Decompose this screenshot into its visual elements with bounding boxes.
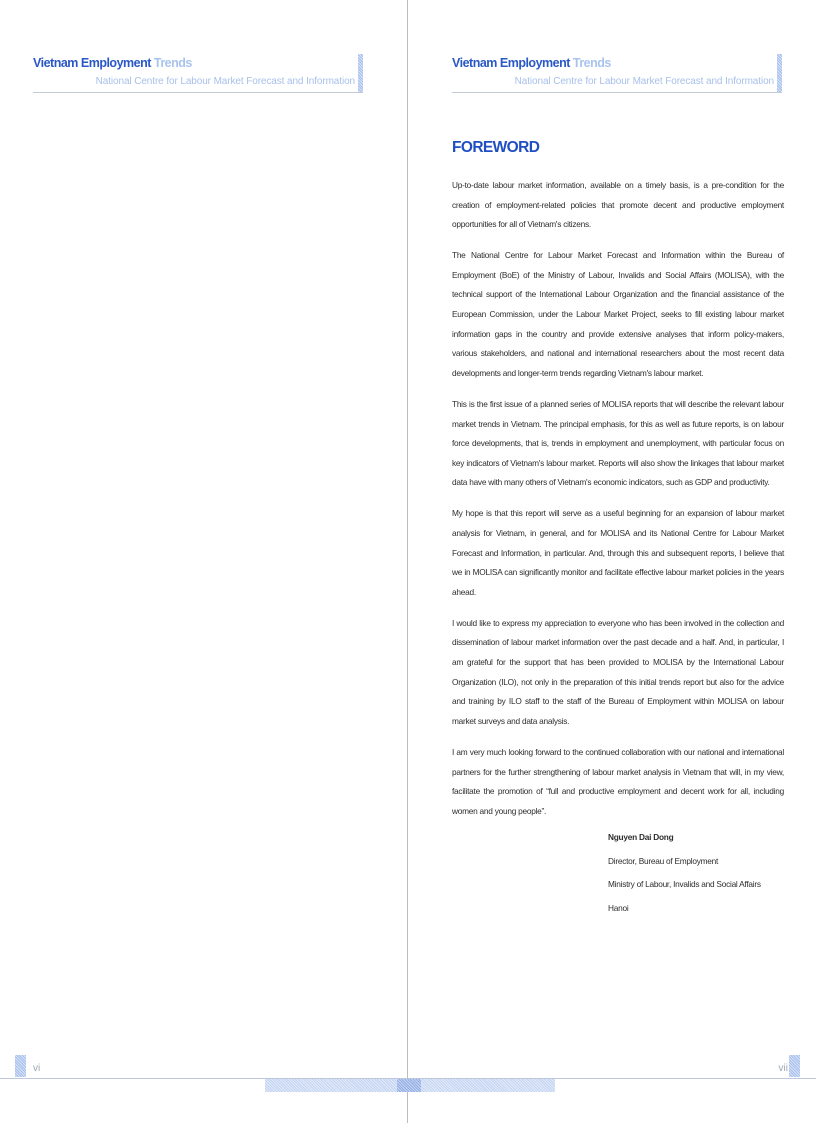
foreword-content [452,139,784,833]
right-page-header [452,54,782,94]
right-page [408,0,816,1123]
header-rule [452,92,782,93]
header-title-part2: Trends [572,56,611,70]
foreword-paragraph: My hope is that this report will serve as a useful beginning for an expansion of labour market analysis for Vietnam, in general, and for MOLISA and its National Centre for Labour Market Forecast and Information, in particular. And, through this and subsequent reports, I believe that we in MOLISA can significantly monitor and facilitate effective labour market policies in the years ahead. [452,508,784,597]
header-subtitle: National Centre for Labour Market Forecast and Information [514,76,774,87]
header-title-part1: Vietnam Employment [33,56,151,70]
signature-title: Director, Bureau of Employment [608,855,719,866]
signature-city: Hanoi [608,902,629,913]
foreword-title: FOREWORD [452,139,540,156]
foreword-paragraph: This is the first issue of a planned series of MOLISA reports that will describe the relevant labour market trends in Vietnam. The principal emphasis, for this as well as future reports, is on labour force developments, that is, trends in employment and unemployment, with particular focus on key indicators of Vietnam's labour market. Reports will also show the linkages that labour market data have with many others of Vietnam's economic indicators, such as GDP and productivity. [452,398,784,488]
foreword-paragraph: I would like to express my appreciation to everyone who has been involved in the collection and dissemination of labour market information over the past decade and a half. And, in particular, I am grateful for the support that has been provided to MOLISA by the International Labour Organization (ILO), not only in the preparation of this initial trends report but also for the advice and training by ILO staff to the staff of the Bureau of Employment within MOLISA on labour market surveys and data analysis. [452,617,784,726]
left-page-header [33,54,363,94]
header-subtitle: National Centre for Labour Market Forecast and Information [95,76,355,87]
header-title [452,56,611,70]
page-number: vi [33,1063,41,1074]
page-corner-block [789,1055,800,1077]
signature-name: Nguyen Dai Dong [608,832,674,842]
header-title-part2: Trends [153,56,192,70]
foreword-paragraph: I am very much looking forward to the continued collaboration with our national and international partners for the further strengthening of labour market analysis in Vietnam that will, in my view, facilitate the promotion of “full and productive employment and decent work for all, including women and young people”. [452,746,784,816]
header-title [33,56,192,70]
footer-center-mark [397,1079,421,1092]
header-title-part1: Vietnam Employment [452,56,570,70]
foreword-paragraph: Up-to-date labour market information, available on a timely basis, is a pre-condition for the creation of employment-related policies that promote decent and productive employment opportunities for all of Vietnam's citizens. [452,180,784,230]
page-number: vii [778,1063,788,1074]
header-accent-bar [358,54,363,92]
signature-ministry: Ministry of Labour, Invalids and Social Affairs [608,879,761,889]
foreword-paragraph: The National Centre for Labour Market Forecast and Information within the Bureau of Employment (BoE) of the Ministry of Labour, Invalids and Social Affairs (MOLISA), with the technical support of the International Labour Organization and the financial assistance of the European Commission, under the Labour Market Project, seeks to fill existing labour market information gaps in the country and provide extensive analyses that inform policy-makers, various stakeholders, and national and international researchers about the most recent data developments and longer-term trends regarding Vietnam's labour market. [452,250,784,378]
header-accent-bar [777,54,782,92]
signature-block [608,826,761,920]
page-corner-block [15,1055,26,1077]
header-rule [33,92,363,93]
